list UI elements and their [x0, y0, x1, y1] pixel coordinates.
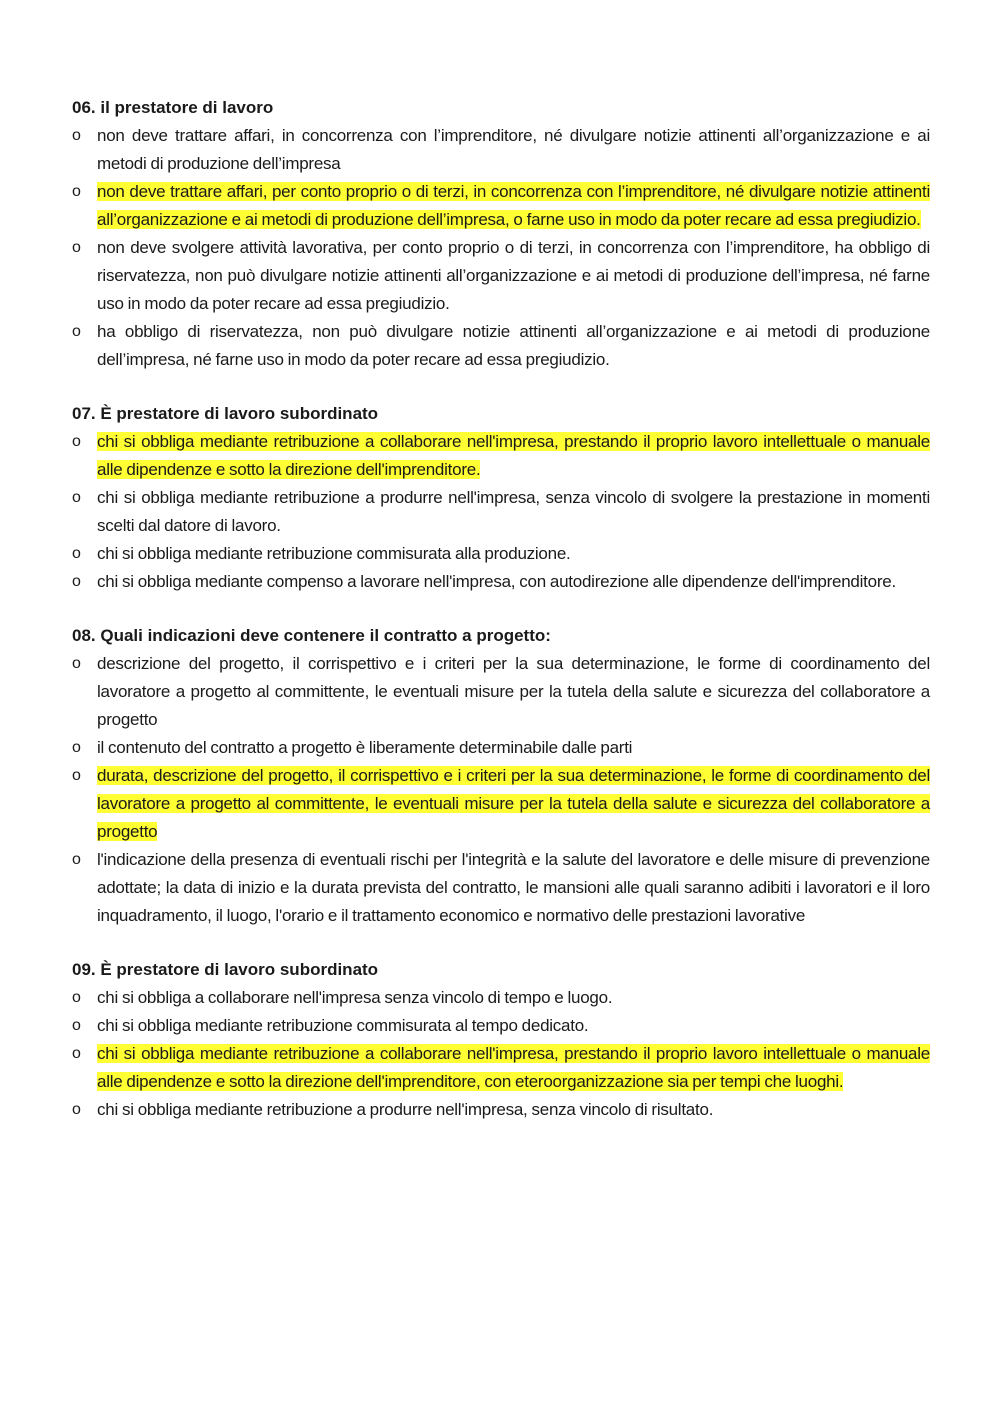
circle-bullet-icon: o — [72, 239, 81, 256]
answer-option — [72, 122, 930, 178]
answer-option-correct — [72, 1040, 930, 1096]
document-page — [72, 94, 930, 1150]
circle-bullet-icon: o — [72, 323, 81, 340]
answer-option — [72, 484, 930, 540]
circle-bullet-icon: o — [72, 545, 81, 562]
question-block — [72, 622, 930, 930]
circle-bullet-icon: o — [72, 851, 81, 868]
option-text: chi si obbliga a collaborare nell'impresa senza vincolo di tempo e luogo. — [97, 988, 613, 1007]
question-title: 07. È prestatore di lavoro subordinato — [72, 404, 379, 423]
highlighted-option-text: non deve trattare affari, per conto proprio o di terzi, in concorrenza con l’imprenditore, né divulgare notizie attinenti all’organizzazione e ai metodi di produzione dell’impresa, o farne uso in modo da poter recare ad essa pregiudizio. — [97, 182, 930, 229]
answer-option — [72, 984, 930, 1012]
question-title: 09. È prestatore di lavoro subordinato — [72, 960, 379, 979]
circle-bullet-icon: o — [72, 127, 81, 144]
option-text: chi si obbliga mediante retribuzione commisurata al tempo dedicato. — [97, 1016, 589, 1035]
option-text: il contenuto del contratto a progetto è liberamente determinabile dalle parti — [97, 738, 633, 757]
option-text: descrizione del progetto, il corrispettivo e i criteri per la sua determinazione, le forme di coordinamento del lavoratore a progetto al committente, le eventuali misure per la tutela della salute e sicurezza del collaboratore a progetto — [97, 654, 930, 729]
circle-bullet-icon: o — [72, 739, 81, 756]
highlighted-option-text: durata, descrizione del progetto, il corrispettivo e i criteri per la sua determinazione, le forme di coordinamento del lavoratore a progetto al committente, le eventuali misure per la tutela della salute e sicurezza del collaboratore a progetto — [97, 766, 930, 841]
question-title: 08. Quali indicazioni deve contenere il contratto a progetto: — [72, 626, 551, 645]
option-text: l'indicazione della presenza di eventuali rischi per l'integrità e la salute del lavoratore e delle misure di prevenzione adottate; la data di inizio e la durata prevista del contratto, le mansioni alle quali saranno adibiti i lavoratori e il loro inquadramento, il luogo, l'orario e il trattamento economico e normativo delle prestazioni lavorative — [97, 850, 930, 925]
option-text: chi si obbliga mediante retribuzione a produrre nell'impresa, senza vincolo di svolgere la prestazione in momenti scelti dal datore di lavoro. — [97, 488, 930, 535]
option-text: non deve svolgere attività lavorativa, per conto proprio o di terzi, in concorrenza con l’imprenditore, ha obbligo di riservatezza, non può divulgare notizie attinenti all’organizzazione e ai metodi di produzione dell’impresa, né farne uso in modo da poter recare ad essa pregiudizio. — [97, 238, 930, 313]
option-text: non deve trattare affari, in concorrenza con l’imprenditore, né divulgare notizie attinenti all’organizzazione e ai metodi di produzione dell’impresa — [97, 126, 930, 173]
question-block — [72, 94, 930, 374]
answer-option — [72, 734, 930, 762]
answer-option-correct — [72, 428, 930, 484]
answer-option — [72, 1096, 930, 1124]
highlighted-option-text: chi si obbliga mediante retribuzione a collaborare nell'impresa, prestando il proprio lavoro intellettuale o manuale alle dipendenze e sotto la direzione dell'imprenditore, con eteroorganizzazione sia per tempi che luoghi. — [97, 1044, 930, 1091]
answer-option — [72, 1012, 930, 1040]
question-title: 06. il prestatore di lavoro — [72, 98, 274, 117]
circle-bullet-icon: o — [72, 1017, 81, 1034]
circle-bullet-icon: o — [72, 573, 81, 590]
question-block — [72, 956, 930, 1124]
answer-option — [72, 650, 930, 734]
option-text: chi si obbliga mediante retribuzione a produrre nell'impresa, senza vincolo di risultato. — [97, 1100, 714, 1119]
circle-bullet-icon: o — [72, 989, 81, 1006]
highlighted-option-text: chi si obbliga mediante retribuzione a collaborare nell'impresa, prestando il proprio lavoro intellettuale o manuale alle dipendenze e sotto la direzione dell'imprenditore. — [97, 432, 930, 479]
answer-option — [72, 540, 930, 568]
option-text: ha obbligo di riservatezza, non può divulgare notizie attinenti all’organizzazione e ai metodi di produzione dell’impresa, né farne uso in modo da poter recare ad essa pregiudizio. — [97, 322, 930, 369]
answer-option — [72, 568, 930, 596]
option-text: chi si obbliga mediante retribuzione commisurata alla produzione. — [97, 544, 571, 563]
circle-bullet-icon: o — [72, 489, 81, 506]
answer-option-correct — [72, 762, 930, 846]
circle-bullet-icon: o — [72, 1101, 81, 1118]
circle-bullet-icon: o — [72, 767, 81, 784]
circle-bullet-icon: o — [72, 183, 81, 200]
answer-option — [72, 318, 930, 374]
circle-bullet-icon: o — [72, 655, 81, 672]
question-block — [72, 400, 930, 596]
answer-option — [72, 234, 930, 318]
option-text: chi si obbliga mediante compenso a lavorare nell'impresa, con autodirezione alle dipendenze dell'imprenditore. — [97, 572, 896, 591]
answer-option-correct — [72, 178, 930, 234]
circle-bullet-icon: o — [72, 433, 81, 450]
answer-option — [72, 846, 930, 930]
circle-bullet-icon: o — [72, 1045, 81, 1062]
